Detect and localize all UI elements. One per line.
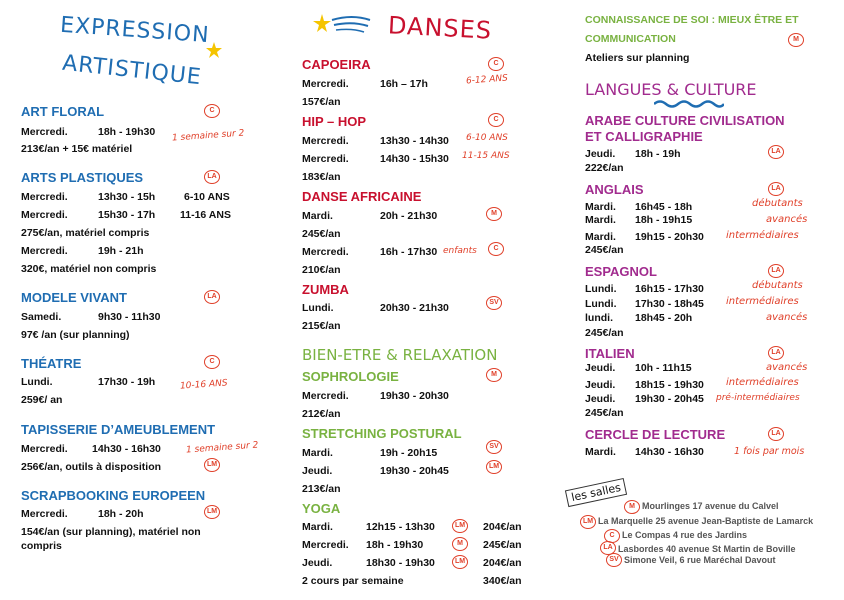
dance-star-icon (312, 12, 374, 38)
zumba-price: 215€/an (302, 320, 341, 332)
espagnol-row2-day: Lundi. (585, 298, 617, 310)
anglais-row2-note: avancés (766, 214, 808, 225)
langues-title: LANGUES & CULTURE (585, 80, 757, 99)
capoeira-note: 6-12 ANS (465, 73, 509, 87)
hiphop-row2-note: 11-15 ANS (462, 151, 510, 161)
arabe-badge: LA (768, 145, 784, 159)
italien-row3-time: 19h30 - 20h45 (635, 393, 704, 405)
arabe-time: 18h - 19h (635, 148, 681, 160)
salle-1-badge: M (624, 500, 640, 514)
yoga-row3-time: 18h30 - 19h30 (366, 557, 435, 569)
theatre-badge: C (204, 355, 220, 369)
sophro-badge: M (486, 368, 502, 382)
salle-4-text: Lasbordes 40 avenue St Martin de Boville (618, 544, 796, 554)
expression-title-line2: ARTISTIQUE (61, 50, 203, 91)
sophro-price: 212€/an (302, 408, 341, 420)
connaissance-title2: COMMUNICATION (585, 33, 676, 45)
scrapbooking-badge: LM (204, 505, 220, 519)
modele-vivant-day: Samedi. (21, 311, 62, 323)
italien-badge: LA (768, 346, 784, 360)
yoga-row1-badge: LM (452, 519, 468, 533)
yoga-row1-price: 204€/an (483, 521, 522, 533)
capoeira-badge: C (488, 57, 504, 71)
espagnol-row3-note: avancés (766, 312, 808, 323)
hiphop-price: 183€/an (302, 171, 341, 183)
theatre-note: 10-16 ANS (179, 378, 228, 392)
sophro-time: 19h30 - 20h30 (380, 390, 449, 402)
tapisserie-badge: LM (204, 458, 220, 472)
yoga-title: YOGA (302, 501, 341, 516)
italien-title: ITALIEN (585, 346, 635, 361)
danses-title: DANSES (387, 11, 493, 45)
arts-plastiques-price2: 320€, matériel non compris (21, 263, 157, 275)
yoga-row2-time: 18h - 19h30 (366, 539, 424, 551)
afro-badge2: C (488, 242, 504, 256)
bienetre-title: BIEN-ETRE & RELAXATION (302, 346, 498, 364)
hiphop-row2-day: Mercredi. (302, 153, 349, 165)
yoga-row1-day: Mardi. (302, 521, 333, 533)
scrapbooking-price2: compris (21, 540, 62, 552)
lecture-time: 14h30 - 16h30 (635, 446, 704, 458)
zumba-day: Lundi. (302, 302, 334, 314)
hiphop-title: HIP – HOP (302, 114, 367, 129)
italien-row3-day: Jeudi. (585, 393, 616, 405)
connaissance-info: Ateliers sur planning (585, 52, 690, 64)
expression-title-line1: EXPRESSION (59, 12, 211, 49)
hiphop-row1-note: 6-10 ANS (466, 133, 508, 143)
yoga-combo: 2 cours par semaine (302, 575, 404, 587)
salle-5-badge: SV (606, 553, 622, 567)
scrapbooking-day: Mercredi. (21, 508, 68, 520)
arts-plastiques-badge: LA (204, 170, 220, 184)
espagnol-row2-note: intermédiaires (726, 296, 799, 307)
capoeira-title: CAPOEIRA (302, 57, 371, 72)
afro-price: 245€/an (302, 228, 341, 240)
hiphop-row1-day: Mercredi. (302, 135, 349, 147)
afro-price2: 210€/an (302, 264, 341, 276)
espagnol-row2-time: 17h30 - 18h45 (635, 298, 704, 310)
tapisserie-time: 14h30 - 16h30 (92, 443, 161, 455)
arts-plastiques-title: ARTS PLASTIQUES (21, 170, 144, 185)
art-floral-time: 18h - 19h30 (98, 126, 156, 138)
anglais-row1-time: 16h45 - 18h (635, 201, 693, 213)
yoga-row1-time: 12h15 - 13h30 (366, 521, 435, 533)
connaissance-title1: CONNAISSANCE DE SOI : MIEUX ÊTRE ET (585, 14, 799, 26)
anglais-row2-day: Mardi. (585, 214, 616, 226)
anglais-row3-note: intermédiaires (726, 230, 799, 241)
italien-row1-time: 10h - 11h15 (635, 362, 692, 374)
espagnol-row1-day: Lundi. (585, 283, 617, 295)
salle-5-text: Simone Veil, 6 rue Maréchal Davout (624, 555, 776, 565)
lecture-title: CERCLE DE LECTURE (585, 427, 726, 442)
afro-time: 20h - 21h30 (380, 210, 438, 222)
hiphop-row1-time: 13h30 - 14h30 (380, 135, 449, 147)
espagnol-price: 245€/an (585, 327, 624, 339)
arts-plastiques-row1-day: Mercredi. (21, 191, 68, 203)
arts-plastiques-row3-day: Mercredi. (21, 245, 68, 257)
scrapbooking-title: SCRAPBOOKING EUROPEEN (21, 488, 206, 503)
espagnol-row1-note: débutants (752, 280, 803, 291)
connaissance-badge: M (788, 33, 804, 47)
espagnol-badge: LA (768, 264, 784, 278)
italien-row2-note: intermédiaires (726, 377, 799, 388)
tapisserie-price: 256€/an, outils à disposition (21, 461, 162, 473)
anglais-badge: LA (768, 182, 784, 196)
stretching-day: Mardi. (302, 447, 333, 459)
arts-plastiques-row1-age: 6-10 ANS (184, 191, 230, 203)
modele-vivant-price: 97€ /an (sur planning) (21, 329, 130, 341)
italien-price: 245€/an (585, 407, 624, 419)
arabe-title2: ET CALLIGRAPHIE (585, 129, 703, 144)
italien-row2-day: Jeudi. (585, 379, 616, 391)
art-floral-day: Mercredi. (21, 126, 68, 138)
art-floral-note: 1 semaine sur 2 (171, 128, 245, 144)
afro-note2: enfants (443, 246, 477, 256)
lecture-note: 1 fois par mois (734, 446, 805, 457)
modele-vivant-time: 9h30 - 11h30 (98, 311, 161, 323)
yoga-row3-price: 204€/an (483, 557, 522, 569)
art-floral-title: ART FLORAL (21, 104, 105, 119)
capoeira-price: 157€/an (302, 96, 341, 108)
hiphop-badge: C (488, 113, 504, 127)
salle-2-badge: LM (580, 515, 596, 529)
wave-icon (654, 99, 724, 109)
scrapbooking-time: 18h - 20h (98, 508, 144, 520)
yoga-row2-day: Mercredi. (302, 539, 349, 551)
italien-row1-note: avancés (766, 362, 808, 373)
anglais-row2-time: 18h - 19h15 (635, 214, 693, 226)
arts-plastiques-price1: 275€/an, matériel compris (21, 227, 150, 239)
tapisserie-note: 1 semaine sur 2 (185, 440, 259, 456)
italien-row1-day: Jeudi. (585, 362, 616, 374)
art-floral-badge: C (204, 104, 220, 118)
sophro-title: SOPHROLOGIE (302, 369, 399, 384)
anglais-row1-day: Mardi. (585, 201, 616, 213)
anglais-row3-day: Mardi. (585, 231, 616, 243)
salle-3-badge: C (604, 529, 620, 543)
italien-row2-time: 18h15 - 19h30 (635, 379, 704, 391)
stretching-day2: Jeudi. (302, 465, 333, 477)
anglais-row1-note: débutants (752, 198, 803, 209)
espagnol-row3-day: lundi. (585, 312, 613, 324)
zumba-time: 20h30 - 21h30 (380, 302, 449, 314)
yoga-combo-price: 340€/an (483, 575, 522, 587)
tapisserie-title: TAPISSERIE D’AMEUBLEMENT (21, 422, 216, 437)
salle-3-text: Le Compas 4 rue des Jardins (622, 530, 748, 540)
sophro-day: Mercredi. (302, 390, 349, 402)
afro-day2: Mercredi. (302, 246, 349, 258)
afro-title: DANSE AFRICAINE (302, 189, 422, 204)
salle-4-badge: LA (600, 541, 616, 555)
art-floral-price: 213€/an + 15€ matériel (21, 143, 133, 155)
espagnol-row3-time: 18h45 - 20h (635, 312, 693, 324)
capoeira-time: 16h – 17h (380, 78, 428, 90)
arabe-day: Jeudi. (585, 148, 616, 160)
yoga-row2-badge: M (452, 537, 468, 551)
salles-title: les salles (565, 478, 627, 507)
arts-plastiques-row2-day: Mercredi. (21, 209, 68, 221)
arts-plastiques-row1-time: 13h30 - 15h (98, 191, 156, 203)
anglais-row3-time: 19h15 - 20h30 (635, 231, 704, 243)
espagnol-row1-time: 16h15 - 17h30 (635, 283, 704, 295)
modele-vivant-badge: LA (204, 290, 220, 304)
arabe-price: 222€/an (585, 162, 624, 174)
afro-day: Mardi. (302, 210, 333, 222)
scrapbooking-price1: 154€/an (sur planning), matériel non (21, 526, 201, 538)
zumba-badge: SV (486, 296, 502, 310)
lecture-day: Mardi. (585, 446, 616, 458)
theatre-price: 259€/ an (21, 394, 63, 406)
yoga-row2-price: 245€/an (483, 539, 522, 551)
modele-vivant-title: MODELE VIVANT (21, 290, 127, 305)
stretching-badge2: LM (486, 460, 502, 474)
stretching-time: 19h - 20h15 (380, 447, 438, 459)
arts-plastiques-row3-time: 19h - 21h (98, 245, 144, 257)
salle-2-text: La Marquelle 25 avenue Jean-Baptiste de Lamarck (598, 516, 814, 526)
anglais-price: 245€/an (585, 244, 624, 256)
arts-plastiques-row2-time: 15h30 - 17h (98, 209, 156, 221)
espagnol-title: ESPAGNOL (585, 264, 657, 279)
stretching-badge: SV (486, 440, 502, 454)
anglais-title: ANGLAIS (585, 182, 644, 197)
salle-1-text: Mourlinges 17 avenue du Calvel (642, 501, 779, 511)
yoga-row3-badge: LM (452, 555, 468, 569)
stretching-price: 213€/an (302, 483, 341, 495)
zumba-title: ZUMBA (302, 282, 349, 297)
star-icon (206, 42, 222, 58)
italien-row3-note: pré-intermédiaires (716, 393, 800, 403)
arabe-title1: ARABE CULTURE CIVILISATION (585, 113, 785, 128)
afro-badge: M (486, 207, 502, 221)
lecture-badge: LA (768, 427, 784, 441)
theatre-day: Lundi. (21, 376, 53, 388)
afro-time2: 16h - 17h30 (380, 246, 438, 258)
tapisserie-day: Mercredi. (21, 443, 68, 455)
yoga-row3-day: Jeudi. (302, 557, 333, 569)
theatre-title: THÉATRE (21, 356, 82, 371)
theatre-time: 17h30 - 19h (98, 376, 156, 388)
hiphop-row2-time: 14h30 - 15h30 (380, 153, 449, 165)
arts-plastiques-row2-age: 11-16 ANS (180, 209, 231, 221)
stretching-title: STRETCHING POSTURAL (302, 426, 462, 441)
capoeira-day: Mercredi. (302, 78, 349, 90)
stretching-time2: 19h30 - 20h45 (380, 465, 449, 477)
